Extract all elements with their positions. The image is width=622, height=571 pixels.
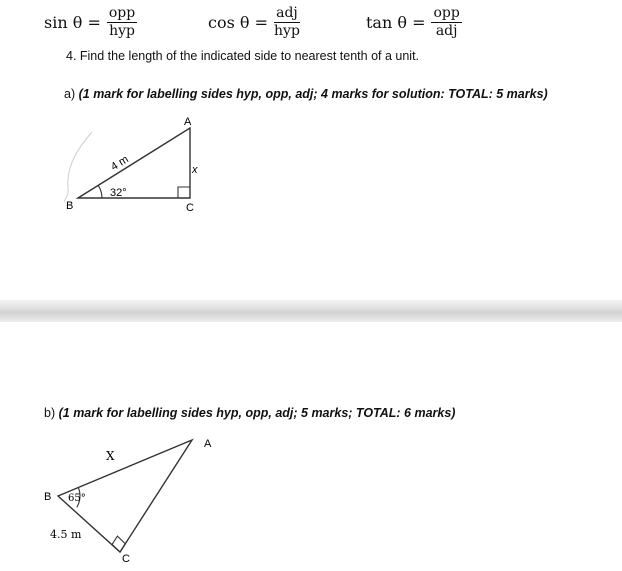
triangle-outline-a xyxy=(78,128,190,198)
part-b-label: b) xyxy=(44,406,56,420)
triangle-diagram-b xyxy=(40,430,220,568)
vertex-c-label: C xyxy=(122,553,130,565)
cosine-formula xyxy=(208,6,300,39)
page-divider xyxy=(0,300,622,322)
tangent-formula xyxy=(366,6,462,39)
part-a-marks-text: (1 mark for labelling sides hyp, opp, adj; 4 marks for solution: TOTAL: 5 marks) xyxy=(78,87,548,101)
angle-label-a: 32° xyxy=(110,187,127,199)
part-b-instructions xyxy=(44,406,455,420)
hypotenuse-unknown-label: X xyxy=(106,449,115,463)
part-a-instructions xyxy=(64,87,548,101)
sine-fraction xyxy=(107,6,137,39)
tangent-denominator: adj xyxy=(435,23,458,39)
angle-arc-a xyxy=(98,186,102,198)
cosine-numerator: adj xyxy=(276,5,298,21)
side-length-label: 4.5 m xyxy=(50,528,82,541)
sine-numerator: opp xyxy=(108,5,136,21)
opposite-side-label: x xyxy=(192,164,198,176)
question-text: 4. Find the length of the indicated side to nearest tenth of a unit. xyxy=(66,49,420,63)
tangent-numerator: opp xyxy=(433,5,460,21)
part-a-label: a) xyxy=(64,87,76,101)
tangent-fraction xyxy=(431,6,461,39)
vertex-a-label: A xyxy=(184,116,192,128)
right-angle-marker-b xyxy=(112,536,125,552)
hypotenuse-length-label: 4 m xyxy=(108,153,131,174)
part-b-marks-text: (1 mark for labelling sides hyp, opp, adj; 5 marks; TOTAL: 6 marks) xyxy=(58,406,456,420)
cosine-fraction xyxy=(274,6,300,39)
sine-formula xyxy=(44,6,137,39)
angle-label-b: 65° xyxy=(68,493,86,504)
vertex-b-label: B xyxy=(44,491,52,503)
sine-lhs: sin θ = xyxy=(44,13,101,32)
vertex-c-label: C xyxy=(186,202,194,214)
sine-denominator: hyp xyxy=(109,23,135,39)
right-angle-marker-a xyxy=(178,187,190,198)
vertex-a-label: A xyxy=(204,438,212,450)
cosine-denominator: hyp xyxy=(274,23,300,39)
vertex-b-label: B xyxy=(66,200,74,212)
tangent-lhs: tan θ = xyxy=(366,13,426,32)
cosine-lhs: cos θ = xyxy=(208,13,269,32)
triangle-diagram-a xyxy=(50,112,220,220)
